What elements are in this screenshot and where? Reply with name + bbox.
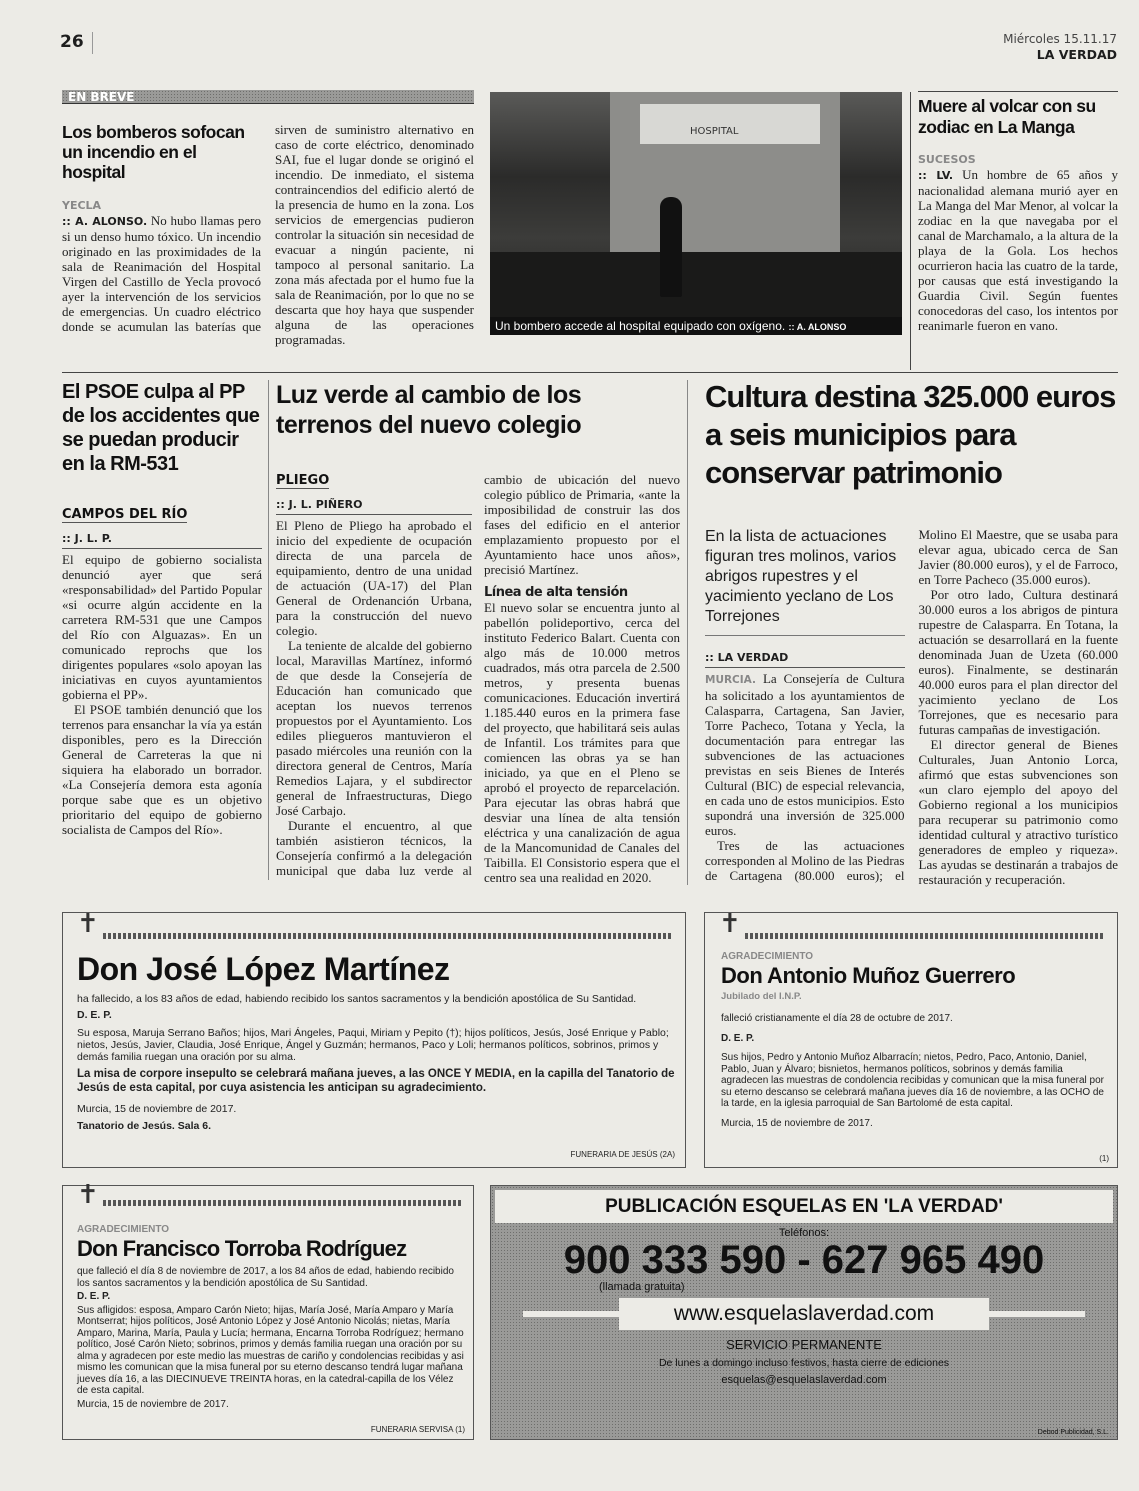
cultura-body <box>705 527 1118 887</box>
psoe-headline: El PSOE culpa al PP de los accidentes que se puedan producir en la RM-531 <box>62 381 260 475</box>
paragraph: El equipo de gobierno socialista denunció ayer que será «responsabilidad» del Partido Popular «si ocurre algún accidente en la carretera RM-531 que une Campos del Río con Alguazas». En un comunicado reprochs que los dirigentes populares «solo apoyan las iniciativas en cuyos ayuntamientos gobierna el PP». <box>62 552 262 702</box>
cross-icon: ✝ <box>719 908 741 938</box>
bomberos-text: No hubo llamas pero si un denso humo tóxico. Un incendio originado en las proximidades de la sala de Reanimación del Hospital Virgen del Castillo de Yecla provocó ayer la intervención de los servicios de emergencias. Un cuadro eléctrico donde se acumulan las baterías que sirven de suministro alternativo en caso de corte eléctrico, denominado SAI, fue el lugar donde se originó el incendio. De inmediato, el sistema contraincendios del edificio alertó de la presencia de humo en la zona. Los servicios de emergencias pudieron controlar la situación sin necesidad de evacuar a ningún paciente, ni tampoco al personal sanitario. La zona más afectada por el humo fue la sala de Reanimación, por lo que no se descarta que hoy haya que suspender alguna de las operaciones programadas. <box>62 122 474 347</box>
dotted-divider <box>103 1200 463 1206</box>
deceased-name: Don José López Martínez <box>77 951 450 987</box>
obituary-mass: La misa de corpore insepulto se celebrará mañana jueves, a las ONCE Y MEDIA, en la capilla del Tanatorio de Jesús de esta capital, por cuya asistencia les anticipan su agradecimiento. <box>77 1068 675 1094</box>
funeral-home <box>571 1149 676 1161</box>
ad-title: PUBLICACIÓN ESQUELAS EN 'LA VERDAD' <box>495 1190 1113 1223</box>
dotted-divider <box>745 933 1105 939</box>
paragraph: Tres de las actuaciones corresponden al Molino de las Piedras de Cartagena (80.000 euros); el Molino El Maestre, que se usaba para elevar agua, ubicado cerca de San Javier (80.000 euros), y el de Farroco, en Torre Pacheco (35.000 euros). <box>705 527 1118 883</box>
masthead: LA VERDAD <box>1036 47 1117 62</box>
firefighter-figure <box>660 197 682 297</box>
en-breve-label: EN BREVE <box>68 90 135 104</box>
colegio-subhead: Línea de alta tensión <box>484 585 628 600</box>
column-rule <box>687 380 688 885</box>
ad-phones[interactable]: 900 333 590 - 627 965 490 <box>563 1238 1045 1282</box>
obituary-date: Murcia, 15 de noviembre de 2017. <box>721 1117 873 1129</box>
en-breve-bar <box>62 90 474 104</box>
ad-agency: Debod Publicidad, S.L. <box>1037 1429 1109 1436</box>
psoe-byline: :: J. L. P. <box>62 531 262 549</box>
obituary-kicker: AGRADECIMIENTO <box>77 1224 170 1235</box>
cultura-byline: :: LA VERDAD <box>705 650 905 668</box>
ad-phones-label: Teléfonos: <box>778 1227 830 1239</box>
zodiac-text: Un hombre de 65 años y nacionalidad alemana murió ayer en La Manga del Mar Menor, al volcar la zodiac en la que navegaba por el canal de Marchamalo, a la altura de la playa de la Gola. Los hechos ocurrieron hacia las cuatro de la tarde, por causas que está investigando la Guardia Civil. Según fuentes conocedoras del caso, los intentos por reanimarle fueron en vano. <box>918 167 1119 333</box>
obituary-location: Tanatorio de Jesús. Sala 6. <box>77 1119 212 1132</box>
funeral-home <box>371 1424 465 1436</box>
esquelas-ad <box>490 1185 1118 1440</box>
colegio-byline: :: J. L. PIÑERO <box>276 497 472 515</box>
bomberos-headline: Los bomberos sofocan un incendio en el hospital <box>62 122 245 182</box>
bomberos-article <box>62 122 474 347</box>
obituary-date: Murcia, 15 de noviembre de 2017. <box>77 1103 237 1116</box>
paragraph: El nuevo solar se encuentra junto al pabellón polideportivo, cerca del instituto Federico Balart. Cuenta con algo más de 10.000 metros cuadrados, más otra parcela de 2.500 metros, y presenta buenas comunicaciones. Educación invertirá 1.185.440 euros en la primera fase del proyecto, que habilitará seis aulas de Infantil. Los trámites para que comiencen las obras ya se han iniciado, ya que en el Pleno se aprobó el proyecto de reparcelación. Para ejecutar las obras habrá que desviar una línea de alta tensión eléctrica y una canalización de agua de la Mancomunidad de Canales del Taibilla. El Consistorio espera que el centro sea una realidad en 2020. <box>484 600 680 885</box>
header-divider <box>92 32 93 54</box>
ad-email[interactable]: esquelas@esquelaslaverdad.com <box>721 1374 887 1386</box>
top-rule <box>918 91 1118 92</box>
obituary-kicker: AGRADECIMIENTO <box>721 951 814 962</box>
dep-label: D. E. P. <box>77 1009 112 1022</box>
obituary-date: Murcia, 15 de noviembre de 2017. <box>77 1398 229 1410</box>
obituary-intro: ha fallecido, a los 83 años de edad, habiendo recibido los santos sacramentos y la bendición apostólica de Su Santidad. <box>77 993 637 1005</box>
cross-icon: ✝ <box>77 908 99 938</box>
paragraph: La Consejería de Cultura ha solicitado a los ayuntamientos de Calasparra, Cartagena, San Javier, Torre Pacheco, Totana y Yecla, la documentación para entregar las subvenciones de las actuaciones previstas en seis Bienes de Interés Cultural (BIC) de especial relevancia, en cada uno de estos municipios. Esto supondrá una inversión de 325.000 euros. <box>705 671 905 838</box>
zodiac-headline: Muere al volcar con su zodiac en La Manga <box>918 96 1096 137</box>
dotted-divider <box>103 933 673 939</box>
obituary-family: Su esposa, Maruja Serrano Baños; hijos, Mari Ángeles, Paqui, Miriam y Pepito (†); hijos políticos, Jesús, José Enrique y Pablo; nietos, Jesús, Javier, Claudia, José Enrique, Ángel y Guzmán; hermanos, Paco y Loli; hermanos políticos, sobrinos, primos y demás familia ruegan una oración por su alma. <box>77 1026 669 1064</box>
ad-service: SERVICIO PERMANENTE <box>726 1337 882 1352</box>
bomberos-byline: :: A. ALONSO. <box>62 215 148 228</box>
obituary-intro: falleció cristianamente el día 28 de octubre de 2017. <box>721 1013 953 1024</box>
obituary-torroba <box>62 1179 474 1440</box>
obituary-subtitle: Jubilado del I.N.P. <box>721 991 802 1002</box>
dep-label: D. E. P. <box>77 1291 111 1302</box>
paragraph: La teniente de alcalde del gobierno local, Maravillas Martínez, informó de que desde la Consejería de Educación han comunicado que aceptan los nuevos terrenos propuestos por el Ayuntamiento. Los ediles pliegueros mantuvieron el pasado miércoles una reunión con la directora general de Centros, María Remedios Lajara, y el subdirector general de Infraestructuras, Diego José Carbajo. <box>276 638 472 818</box>
caption-text: Un bombero accede al hospital equipado con oxígeno. <box>495 319 786 333</box>
column-rule <box>910 92 911 370</box>
photo-credit: :: A. ALONSO <box>788 322 847 332</box>
page-number: 26 <box>60 32 84 52</box>
zodiac-section: SUCESOS <box>918 153 976 166</box>
cross-icon: ✝ <box>77 1179 99 1209</box>
obituary-intro: que falleció el día 8 de noviembre de 2017, a los 84 años de edad, habiendo recibido los santos sacramentos y la bendición apostólica de Su Santidad. <box>77 1266 454 1289</box>
hospital-photo <box>490 92 902 335</box>
colegio-body <box>276 472 680 885</box>
paragraph: El PSOE también denunció que los terrenos para ensanchar la vía ya están disponibles, pero es la Dirección General de Carreteras la que ni siquiera ha elaborado un borrador. «La Consejería demora esta agonía porque sabe que es un objetivo prioritario del equipo de gobierno socialista de Campos del Río». <box>62 702 262 837</box>
colegio-headline: Luz verde al cambio de los terrenos del nuevo colegio <box>276 381 582 439</box>
paragraph: El Pleno de Pliego ha aprobado el inicio del expediente de ocupación directa de una parcela de equipamiento, dentro de una unidad de actuación (UA-17) del Plan General de Ordenanción Urbana, para la construcción del nuevo colegio. <box>276 518 472 638</box>
photo-caption <box>490 317 902 335</box>
ref: (1) <box>1099 1153 1109 1163</box>
funeral-home-name: FUNERARIA SERVISA <box>370 1424 453 1434</box>
ref: (1) <box>455 1424 465 1434</box>
obituary-family: Sus hijos, Pedro y Antonio Muñoz Albarracín; nietos, Pedro, Paco, Antonio, Daniel, Pablo, Juan y Álvaro; bisnietos, hermanos políticos, sobrinos y demás familia agradecen las muestras de condolencia recibidas y comunican que la misa funeral por su eterno descanso se celebrará mañana jueves día 16 de noviembre, a las OCHO de la tarde, en la iglesia parroquial de San Bartolomé de esta capital. <box>721 1052 1104 1109</box>
paragraph: Por otro lado, Cultura destinará 30.000 euros a los abrigos de pintura rupestre de Calasparra. En Totana, la actuación se desarrollará en la fuente denominada Juan de Uzeta (60.000 euros). Finalmente, se destinarán 40.000 euros para el plan director del yacimiento yeclano de Los Torrejones, que es necesario para futuras campañas de investigación. <box>918 587 1118 737</box>
deceased-name: Don Antonio Muñoz Guerrero <box>721 963 1016 988</box>
obituary-munoz <box>704 908 1118 1168</box>
ad-hours: De lunes a domingo incluso festivos, hasta cierre de ediciones <box>658 1357 950 1369</box>
hospital-sign: HOSPITAL <box>640 104 820 144</box>
issue-date: Miércoles 15.11.17 <box>1003 32 1117 46</box>
psoe-article <box>62 380 262 837</box>
zodiac-article <box>918 96 1118 333</box>
paragraph: El director general de Bienes Culturales, Juan Antonio Lorca, afirmó que estas subvenciones son «un claro ejemplo del apoyo del Gobierno regional a los municipios para recuperar su patrimonio como identidad cultural y atractivo turístico generadores de empleo y riqueza». Las ayudas se destinarán a trabajos de restauración y recuperación. <box>918 737 1118 887</box>
funeral-home-name: FUNERARIA DE JESÚS <box>570 1149 658 1159</box>
column-rule <box>268 380 269 880</box>
psoe-location: CAMPOS DEL RÍO <box>62 507 188 522</box>
section-rule <box>62 372 1118 373</box>
cultura-deck: En la lista de actuaciones figuran tres molinos, varios abrigos rupestres y el yacimiento yeclano de Los Torrejones <box>705 527 905 636</box>
ad-free-call: (llamada gratuita) <box>599 1281 685 1293</box>
obituary-lopez <box>62 908 686 1168</box>
paragraph: Durante el encuentro, al que también asistieron técnicos, la Consejería confirmó a la delegación municipal que daba luz verde al cambio de ubicación del nuevo colegio público de Primaria, «ante la imposibilidad de construir las dos fases del edificio en el anterior emplazamiento propuesto por el Ayuntamiento hace unos años», precisió Martínez. <box>276 472 680 878</box>
zodiac-byline: :: LV. <box>918 169 954 182</box>
cultura-location: MURCIA. <box>705 674 756 686</box>
dep-label: D. E. P. <box>721 1032 755 1044</box>
colegio-location: PLIEGO <box>276 473 330 488</box>
deceased-name: Don Francisco Torroba Rodríguez <box>77 1236 407 1261</box>
bomberos-location: YECLA <box>62 199 102 212</box>
obituary-family: Sus afligidos: esposa, Amparo Carón Nieto; hijas, María José, María Amparo y María Montserrat; hijos políticos, José Antonio López y José Antonio Nicolás; nietas, María Amparo, Marina, María, Paula y Lucía; hermana, Encarna Torroba Rodríguez; hermano político, José Carón Nieto; sobrinos, primos y demás familia ruegan una oración por su alma y agradecen por este medio las muestras de cariño y condolencias recibidas y asi mismo les comunican que la misa funeral por su eterno descanso tendrá lugar mañana jueves día 16, a las DIECINUEVE TREINTA horas, en la catedral-capilla de los Vélez de esta capital. <box>77 1304 464 1396</box>
ad-website[interactable]: www.esquelaslaverdad.com <box>619 1298 989 1330</box>
ref: (2A) <box>659 1149 675 1159</box>
cultura-headline: Cultura destina 325.000 euros a seis municipios para conservar patrimonio <box>705 379 1116 490</box>
